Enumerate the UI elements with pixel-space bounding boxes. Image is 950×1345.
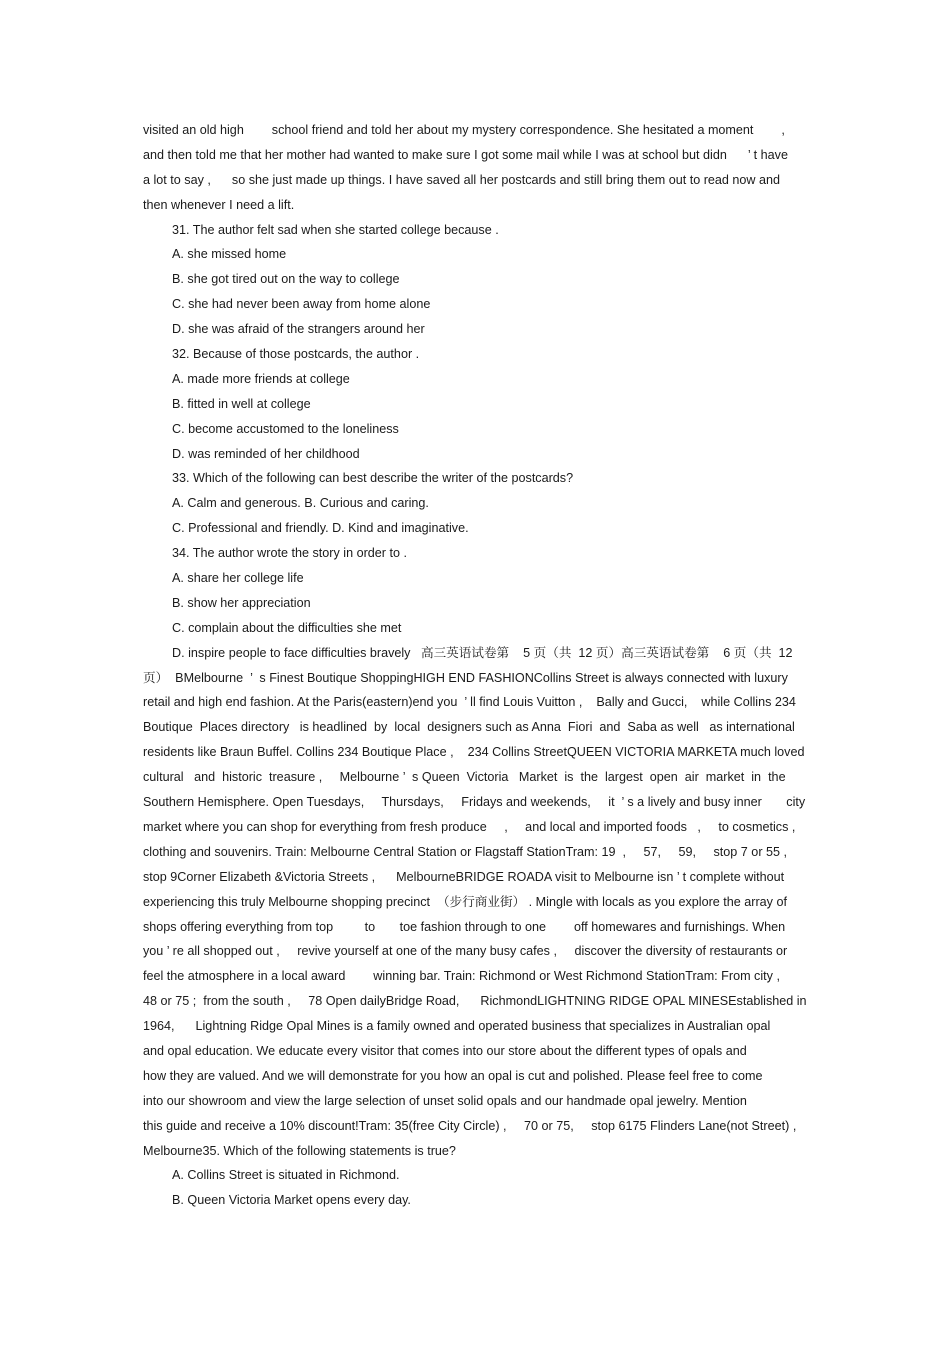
- option: A. she missed home: [172, 247, 287, 262]
- passage-line: stop 9Corner Elizabeth &Victoria Streets , MelbourneBRIDGE ROADA visit to Melbourne isn ’ t complete without: [143, 869, 785, 884]
- option: C. complain about the difficulties she met: [172, 620, 402, 635]
- passage-line: market where you can shop for everything from fresh produce , and local and imported foods , to cosmetics ,: [143, 819, 796, 834]
- option: D. she was afraid of the strangers around her: [172, 322, 425, 337]
- paragraph-line: visited an old high school friend and told her about my mystery correspondence. She hesitated a moment ,: [143, 123, 785, 137]
- option: D. was reminded of her childhood: [172, 446, 360, 461]
- option: C. she had never been away from home alone: [172, 297, 431, 312]
- question-31: 31. The author felt sad when she started college because .: [172, 222, 499, 237]
- passage-b: [143, 666, 827, 1164]
- passage-line: shops offering everything from top to toe fashion through to one off homewares and furnishings. When: [143, 919, 786, 934]
- questions-31-34: [143, 218, 827, 666]
- passage-line: cultural and historic treasure , Melbourne ’ s Queen Victoria Market is the largest open air market in the: [143, 770, 786, 785]
- passage-line: 1964, Lightning Ridge Opal Mines is a family owned and operated business that specializes in Australian opal: [143, 1019, 771, 1034]
- question-35: Melbourne35. Which of the following statements is true?: [143, 1143, 456, 1158]
- option: B. show her appreciation: [172, 595, 311, 610]
- story-paragraph: [143, 118, 827, 218]
- passage-line: into our showroom and view the large selection of unset solid opals and our handmade opal jewelry. Mention: [143, 1093, 747, 1108]
- passage-line: this guide and receive a 10% discount!Tram: 35(free City Circle) , 70 or 75, stop 6175 Flinders Lane(not Street) ,: [143, 1118, 797, 1133]
- paragraph-line: then whenever I need a lift.: [143, 197, 295, 212]
- passage-line: 48 or 75 ; from the south , 78 Open dailyBridge Road, RichmondLIGHTNING RIDGE OPAL MINESEstablished in: [143, 994, 807, 1009]
- paragraph-line: a lot to say , so she just made up things. I have saved all her postcards and still bring them out to read now and: [143, 172, 781, 187]
- passage-line: clothing and souvenirs. Train: Melbourne Central Station or Flagstaff StationTram: 19 , 57, 59, stop 7 or 55 ,: [143, 844, 788, 859]
- passage-line: and opal education. We educate every visitor that comes into our store about the different types of opals and: [143, 1043, 747, 1058]
- passage-line: retail and high end fashion. At the Paris(eastern)end you ’ ll find Louis Vuitton , Bally and Gucci, while Collins 234: [143, 695, 796, 710]
- passage-line: residents like Braun Buffel. Collins 234 Boutique Place , 234 Collins StreetQUEEN VICTORIA MARKETA much loved: [143, 745, 805, 760]
- document-page: [143, 118, 827, 1213]
- option: C. Professional and friendly. D. Kind and imaginative.: [172, 521, 469, 536]
- option: B. fitted in well at college: [172, 396, 311, 411]
- passage-line: how they are valued. And we will demonstrate for you how an opal is cut and polished. Please feel free to come: [143, 1068, 763, 1083]
- option: A. Collins Street is situated in Richmond.: [172, 1168, 400, 1183]
- question-34: 34. The author wrote the story in order to .: [172, 546, 407, 561]
- passage-line: you ’ re all shopped out , revive yourself at one of the many busy cafes , discover the diversity of restaurants or: [143, 944, 788, 959]
- option-with-page-footer: D. inspire people to face difficulties bravely 高三英语试卷第 5 页（共 12 页）高三英语试卷第 6 页（共 12: [172, 645, 793, 660]
- option: A. Calm and generous. B. Curious and caring.: [172, 496, 429, 511]
- option: C. become accustomed to the loneliness: [172, 421, 399, 436]
- question-35-options: [143, 1163, 827, 1213]
- passage-line: Southern Hemisphere. Open Tuesdays, Thursdays, Fridays and weekends, it ’ s a lively and busy inner city: [143, 795, 806, 810]
- option: B. she got tired out on the way to college: [172, 272, 400, 287]
- question-32: 32. Because of those postcards, the author .: [172, 347, 420, 362]
- option: A. made more friends at college: [172, 371, 350, 386]
- option: B. Queen Victoria Market opens every day.: [172, 1193, 411, 1208]
- passage-line: Boutique Places directory is headlined by local designers such as Anna Fiori and Saba as well as international: [143, 720, 795, 735]
- paragraph-line: and then told me that her mother had wanted to make sure I got some mail while I was at school but didn ’ t have: [143, 147, 788, 162]
- passage-line: feel the atmosphere in a local award winning bar. Train: Richmond or West Richmond StationTram: From city ,: [143, 969, 780, 984]
- question-33: 33. Which of the following can best describe the writer of the postcards?: [172, 471, 574, 486]
- passage-line: experiencing this truly Melbourne shopping precinct （步行商业街） . Mingle with locals as you explore the array of: [143, 894, 787, 909]
- option: A. share her college life: [172, 571, 304, 586]
- passage-line: 页） BMelbourne ’ s Finest Boutique ShoppingHIGH END FASHIONCollins Street is always connected with luxury: [143, 670, 788, 685]
